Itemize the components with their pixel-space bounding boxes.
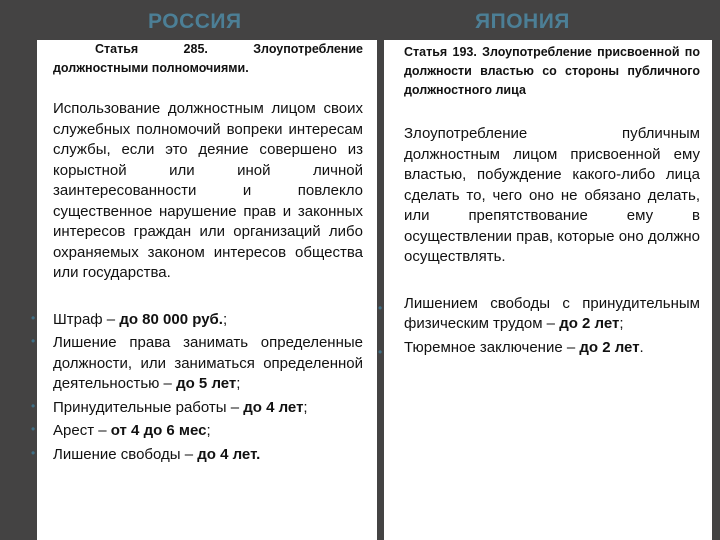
bullet-icon: •	[31, 445, 36, 460]
heading-japan: ЯПОНИЯ	[475, 10, 570, 33]
list-item: • Принудительные работы – до 4 лет;	[53, 398, 363, 419]
list-item: • Лишением свободы с принудительным физическим трудом – до 2 лет;	[378, 294, 700, 332]
bullet-icon: •	[31, 310, 36, 325]
bullet-icon: •	[31, 334, 36, 348]
bullet-icon: •	[378, 300, 383, 315]
japan-column	[378, 40, 712, 540]
list-item: • Тюремное заключение – до 2 лет.	[404, 338, 700, 359]
list-item: • Штраф – до 80 000 руб.;	[53, 310, 363, 331]
russia-article-title: Статья 285. Злоупотребление должностными полномочиями.	[53, 42, 363, 75]
list-item: • Лишение свободы – до 4 лет.	[53, 445, 363, 466]
heading-russia: РОССИЯ	[148, 10, 242, 33]
bullet-icon: •	[378, 344, 383, 359]
russia-definition: Использование должностным лицом своих служебных полномочий вопреки интересам службы, если это деяние совершено из корыстной или иной личной заинтересованности и повлекло существенное нарушение прав и законных интересов граждан или организаций либо охраняемых законом интересов общества или государства.	[53, 100, 363, 281]
japan-penalties-list	[378, 294, 700, 359]
bullet-icon: •	[31, 422, 36, 436]
list-item: • Арест – от 4 до 6 мес;	[53, 421, 363, 442]
japan-article-title: Статья 193. Злоупотребление присвоенной по должности властью со стороны публичного должностного лица	[404, 45, 700, 97]
japan-definition: Злоупотребление публичным должностным лицом присвоенной ему властью, побуждение какого-либо лица сделать то, чего оно не обязано делать, или препятствование ему в осуществлении прав, которые оно должно осуществлять.	[404, 125, 701, 265]
russia-column	[31, 40, 377, 540]
list-item: • Лишение права занимать определенные должности, или заниматься определенной деятельностью – до 5 лет;	[53, 333, 363, 395]
bullet-icon: •	[31, 398, 36, 413]
russia-penalties-list	[31, 310, 363, 466]
